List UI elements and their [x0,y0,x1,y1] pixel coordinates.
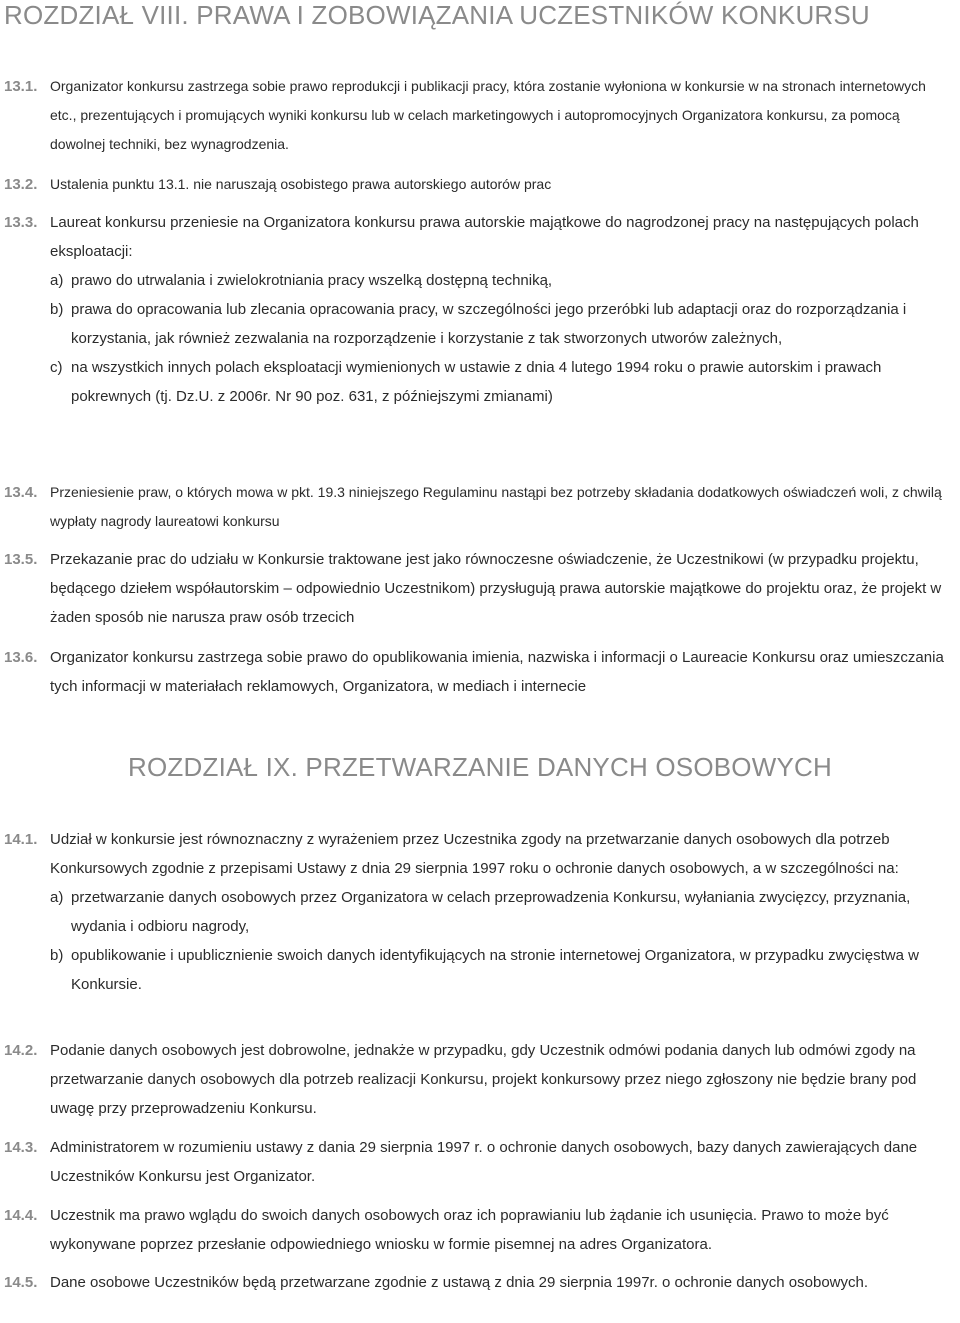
paragraph-13-6 [4,643,956,701]
paragraph-text: Organizator konkursu zastrzega sobie prawo do opublikowania imienia, nazwiska i informacji o Laureacie Konkursu oraz umieszczania tych informacji w materiałach reklamowych, Organizatora, w mediach i internecie [50,649,944,695]
list-item-label: c) [50,359,63,376]
paragraph-13-3 [4,208,956,411]
list-item [50,941,956,999]
paragraph-14-4 [4,1201,956,1259]
paragraph-13-4 [4,478,956,536]
paragraph-number: 14.3. [4,1139,38,1156]
paragraph-text: Uczestnik ma prawo wglądu do swoich danych osobowych oraz ich poprawianiu lub żądanie ich usunięcia. Prawo to może być wykonywane poprzez przesłanie odpowiedniego wniosku w formie pisemnej na adres Organizatora. [50,1207,889,1253]
paragraph-number: 13.2. [4,176,38,193]
paragraph-text: Przeniesienie praw, o których mowa w pkt. 19.3 niniejszego Regulaminu nastąpi bez potrzeby składania dodatkowych oświadczeń woli, z chwilą wypłaty nagrody laureatowi konkursu [50,484,942,529]
list-item-text: przetwarzanie danych osobowych przez Organizatora w celach przeprowadzenia Konkursu, wyłaniania zwycięzcy, przyznania, wydania i odbioru nagrody, [71,889,911,935]
paragraph-number: 14.5. [4,1274,38,1291]
list-item-text: prawo do utrwalania i zwielokrotniania pracy wszelką dostępną techniką, [71,272,553,289]
chapter-9-title: ROZDZIAŁ IX. PRZETWARZANIE DANYCH OSOBOWYCH [128,752,832,782]
paragraph-body [50,825,956,999]
paragraph-number: 13.4. [4,484,38,501]
list-item-label: b) [50,301,64,318]
paragraph-14-3 [4,1133,956,1191]
paragraph-text: Ustalenia punktu 13.1. nie naruszają osobistego prawa autorskiego autorów prac [50,176,552,192]
paragraph-13-1 [4,72,956,159]
paragraph-number: 14.1. [4,831,38,848]
paragraph-text: Przekazanie prac do udziału w Konkursie traktowane jest jako równoczesne oświadczenie, że Uczestnikowi (w przypadku projektu, będącego dziełem współautorskim – odpowiednio Uczestnikom) przysługują prawa autorskie majątkowe do projektu oraz, że projekt w żaden sposób nie narusza praw osób trzecich [50,551,942,626]
paragraph-number: 13.3. [4,214,38,231]
list-item-text: na wszystkich innych polach eksploatacji wymienionych w ustawie z dnia 4 lutego 1994 roku o prawie autorskim i prawach pokrewnych (tj. Dz.U. z 2006r. Nr 90 poz. 631, z późniejszymi zmianami) [71,359,882,405]
paragraph-number: 14.4. [4,1207,38,1224]
paragraph-text: Podanie danych osobowych jest dobrowolne, jednakże w przypadku, gdy Uczestnik odmówi podania danych lub odmówi zgody na przetwarzanie danych osobowych dla potrzeb realizacji Konkursu, projekt konkursowy przez niego zgłoszony nie będzie brany pod uwagę przy przeprowadzeniu Konkursu. [50,1042,917,1117]
paragraph-body [50,208,956,411]
list-item [50,883,956,941]
list-item-text: prawa do opracowania lub zlecania opracowania pracy, w szczególności jego przeróbki lub adaptacji oraz do rozporządzania i korzystania, jak również zezwalania na rozporządzenie i korzystanie z tak stworzonych utworów zależnych, [71,301,907,347]
paragraph-number: 13.1. [4,78,38,95]
paragraph-13-2 [4,170,956,199]
list-item-label: a) [50,272,64,289]
paragraph-14-2 [4,1036,956,1123]
paragraph-14-5 [4,1268,956,1297]
paragraph-text: Organizator konkursu zastrzega sobie prawo reprodukcji i publikacji pracy, która zostanie wyłoniona w konkursie w na stronach internetowych etc., prezentujących i promujących wyniki konkursu lub w celach marketingowych i autopromocyjnych Organizatora konkursu, za pomocą dowolnej techniki, bez wynagrodzenia. [50,78,926,152]
list-item [50,266,956,295]
paragraph-text: Administratorem w rozumieniu ustawy z dania 29 sierpnia 1997 r. o ochronie danych osobowych, bazy danych zawierających dane Uczestników Konkursu jest Organizator. [50,1139,918,1185]
paragraph-13-5 [4,545,956,632]
paragraph-text: Dane osobowe Uczestników będą przetwarzane zgodnie z ustawą z dnia 29 sierpnia 1997r. o ochronie danych osobowych. [50,1274,868,1291]
paragraph-14-1 [4,825,956,999]
paragraph-number: 13.5. [4,551,38,568]
paragraph-text: Laureat konkursu przeniesie na Organizatora konkursu prawa autorskie majątkowe do nagrodzonej pracy na następujących polach eksploatacji: [50,214,919,260]
paragraph-number: 14.2. [4,1042,38,1059]
list-item-text: opublikowanie i upublicznienie swoich danych identyfikujących na stronie internetowej Organizatora, w przypadku zwycięstwa w Konkursie. [71,947,919,993]
paragraph-number: 13.6. [4,649,38,666]
list-item [50,353,956,411]
list-item-label: a) [50,889,64,906]
list-item-label: b) [50,947,64,964]
list-item [50,295,956,353]
chapter-8-title: ROZDZIAŁ VIII. PRAWA I ZOBOWIĄZANIA UCZESTNIKÓW KONKURSU [4,0,870,30]
paragraph-text: Udział w konkursie jest równoznaczny z wyrażeniem przez Uczestnika zgody na przetwarzanie danych osobowych dla potrzeb Konkursowych zgodnie z przepisami Ustawy z dnia 29 sierpnia 1997 roku o ochronie danych osobowych, a w szczególności na: [50,831,899,877]
